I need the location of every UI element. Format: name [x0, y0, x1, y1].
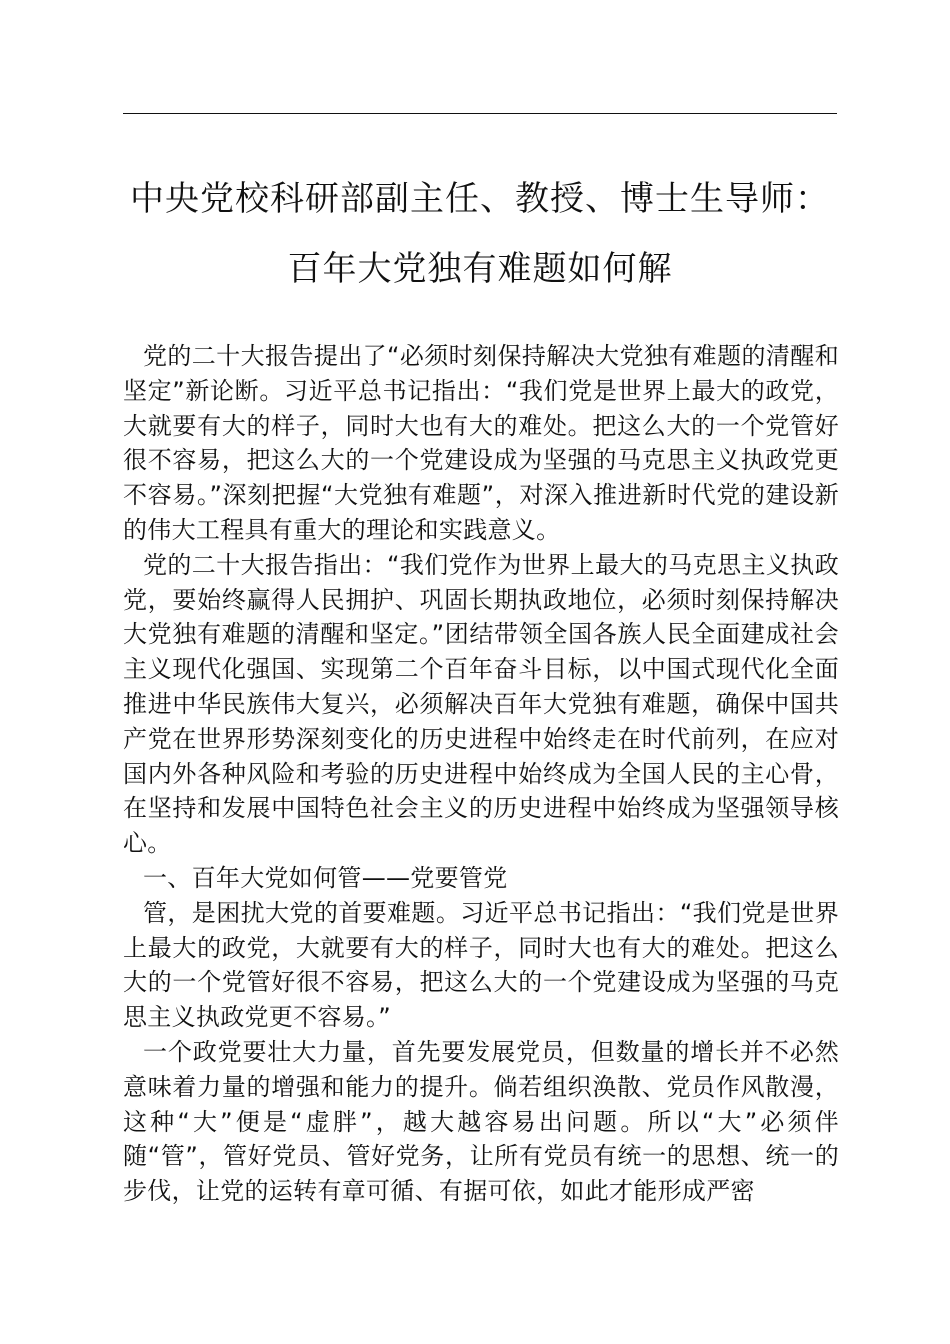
- header-rule: [123, 113, 837, 114]
- section-heading: 一、百年大党如何管——党要管党: [143, 863, 508, 892]
- body-paragraph: 党的二十大报告指出：“我们党作为世界上最大的马克思主义执政党，要始终赢得人民拥护、巩固长期执政地位，必须时刻保持解决大党独有难题的清醒和坚定。”团结带领全国各族人民全面建成社会主义现代化强国、实现第二个百年奋斗目标，以中国式现代化全面推进中华民族伟大复兴，必须解决百年大党独有难题，确保中国共产党在世界形势深刻变化的历史进程中始终走在时代前列，在应对国内外各种风险和考验的历史进程中始终成为全国人民的主心骨，在坚持和发展中国特色社会主义的历史进程中始终成为坚强领导核心。: [123, 550, 839, 858]
- document-title-line-2: 百年大党独有难题如何解: [287, 249, 673, 289]
- document-title-line-1: 中央党校科研部副主任、教授、博士生导师：: [130, 179, 830, 219]
- document-body: [123, 339, 839, 1209]
- body-paragraph: 一个政党要壮大力量，首先要发展党员，但数量的增长并不必然意味着力量的增强和能力的提升。倘若组织涣散、党员作风散漫，这种“大”便是“虚胖”，越大越容易出问题。所以“大”必须伴随“管”，管好党员、管好党务，让所有党员有统一的思想、统一的步伐，让党的运转有章可循、有据可依，如此才能形成严密: [123, 1037, 839, 1206]
- body-paragraph: 党的二十大报告提出了“必须时刻保持解决大党独有难题的清醒和坚定”新论断。习近平总书记指出：“我们党是世界上最大的政党，大就要有大的样子，同时大也有大的难处。把这么大的一个党管好很不容易，把这么大的一个党建设成为坚强的马克思主义执政党更不容易。”深刻把握“大党独有难题”，对深入推进新时代党的建设新的伟大工程具有重大的理论和实践意义。: [123, 342, 839, 544]
- body-paragraph: 管，是困扰大党的首要难题。习近平总书记指出：“我们党是世界上最大的政党，大就要有大的样子，同时大也有大的难处。把这么大的一个党管好很不容易，把这么大的一个党建设成为坚强的马克思主义执政党更不容易。”: [123, 898, 839, 1032]
